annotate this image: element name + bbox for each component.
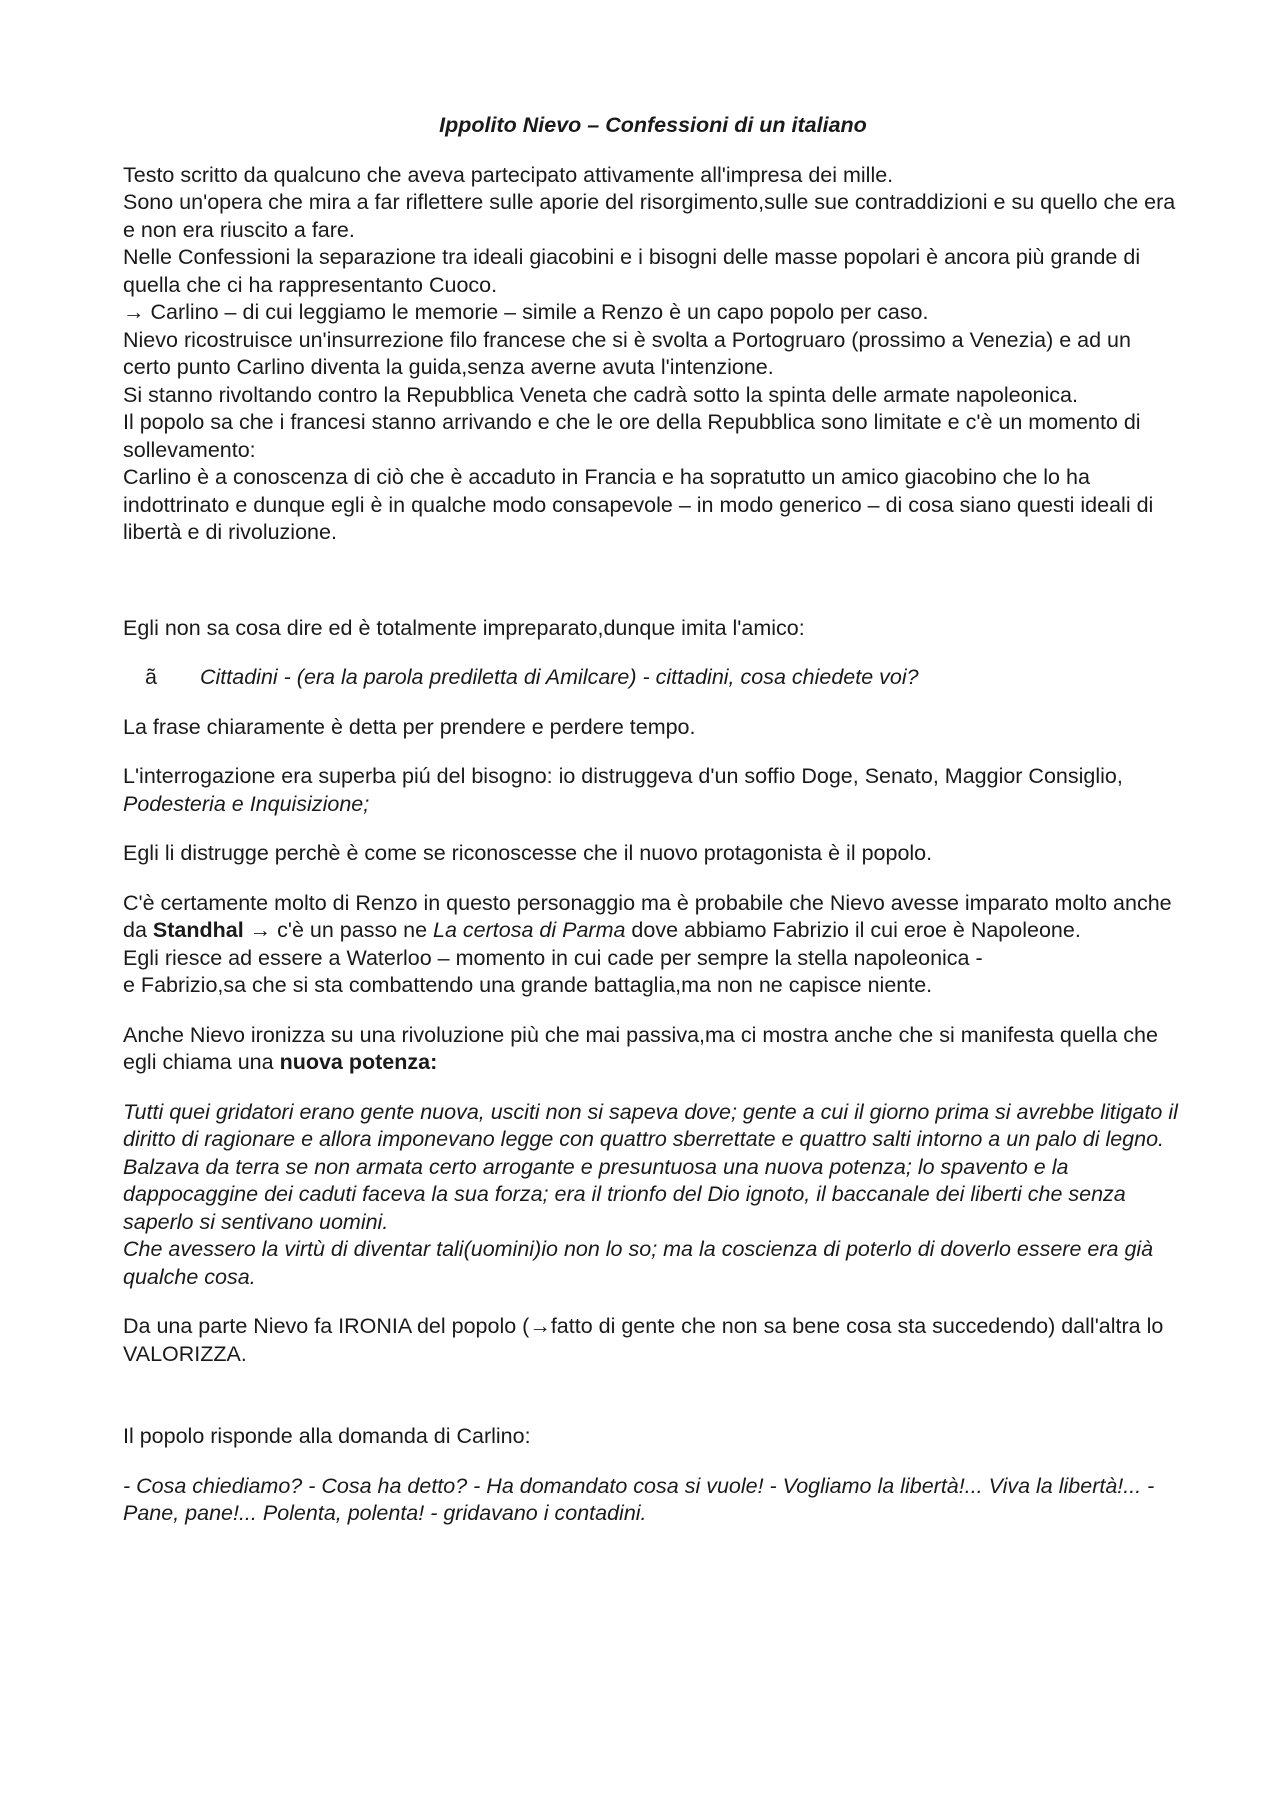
italic-quote-block <box>123 1099 1183 1292</box>
intro-paragraph: Nelle Confessioni la separazione tra ideali giacobini e i bisogni delle masse popolari è ancora più grande di quella che ci ha rappresentanto Cuoco. <box>123 245 1141 297</box>
italic-quote-paragraph: Tutti quei gridatori erano gente nuova, usciti non si sapeva dove; gente a cui il giorno prima si avrebbe litigato il diritto di ragionare e allora imponevano legge con quattro sberrettate e quattro salti intorno a un palo di legno. <box>123 1099 1178 1151</box>
final-quote-line: - Cosa chiediamo? - Cosa ha detto? - Ha domandato cosa si vuole! - Vogliamo la libertà!... Viva la libertà!... - <box>123 1473 1155 1498</box>
imitation-intro: Egli non sa cosa dire ed è totalmente impreparato,dunque imita l'amico: <box>123 615 805 640</box>
imitation-section <box>123 615 1183 1528</box>
stendhal-text-1: C'è certamente molto di Renzo in questo personaggio ma è probabile che Nievo avesse imparato molto anche da <box>123 890 1172 942</box>
bullet-quote-item <box>145 664 1183 692</box>
stendhal-book-title: La certosa di Parma <box>433 918 626 942</box>
document-title: Ippolito Nievo – Confessioni di un italiano <box>439 113 867 137</box>
interrogation-text: L'interrogazione era superba piú del bisogno: io distruggeva d'un soffio Doge, Senato, Maggior Consiglio, <box>123 764 1123 788</box>
interrogation-italic: Podesteria e Inquisizione; <box>123 791 370 816</box>
final-quote-block <box>123 1473 1183 1528</box>
bullet-quote-text: Cittadini - (era la parola prediletta di Amilcare) - cittadini, cosa chiedete voi? <box>200 665 919 689</box>
bullet-marker: ã <box>145 665 157 689</box>
irony-paragraph: Da una parte Nievo fa IRONIA del popolo (→fatto di gente che non sa bene cosa sta succedendo) dall'altra lo VALORIZZA. <box>123 1314 1164 1366</box>
stendhal-name: Standhal <box>152 918 244 942</box>
intro-paragraph: Sono un'opera che mira a far riflettere sulle aporie del risorgimento,sulle sue contraddizioni e su quello che era e non era riuscito a fare. <box>123 190 1176 242</box>
intro-paragraph: Testo scritto da qualcuno che aveva partecipato attivamente all'impresa dei mille. <box>123 162 894 187</box>
italic-quote-paragraph: Balzava da terra se non armata certo arrogante e presuntuosa una nuova potenza; lo spavento e la dappocaggine dei caduti faceva la sua forza; era il trionfo del Dio ignoto, il baccanale dei liberti che senza saperlo si sentivano uomini. <box>123 1154 1126 1234</box>
intro-paragraph: Nievo ricostruisce un'insurrezione filo francese che si è svolta a Portogruaro (prossimo a Venezia) e ad un certo punto Carlino diventa la guida,senza averne avuta l'intenzione. <box>123 327 1131 379</box>
destroy-note: Egli li distrugge perchè è come se riconoscesse che il nuovo protagonista è il popolo. <box>123 841 933 865</box>
stendhal-text-3: dove abbiamo Fabrizio il cui eroe è Napoleone. <box>625 918 1081 942</box>
power-paragraph <box>123 1022 1183 1077</box>
power-bold: nuova potenza: <box>279 1050 438 1074</box>
stendhal-text-2: → c'è un passo ne <box>243 918 434 942</box>
power-text: Anche Nievo ironizza su una rivoluzione più che mai passiva,ma ci mostra anche che si manifesta quella che egli chiama una <box>123 1022 1158 1074</box>
italic-quote-paragraph: Che avessero la virtù di diventar tali(uomini)io non lo so; ma la coscienza di poterlo di doverlo essere era già qualche cosa. <box>123 1237 1154 1289</box>
intro-paragraph: Carlino è a conoscenza di ciò che è accaduto in Francia e ha sopratutto un amico giacobino che lo ha indottrinato e dunque egli è in qualche modo consapevole – in modo generico – di cosa siano questi ideali di libertà e di rivoluzione. <box>123 465 1154 544</box>
waterloo-line: Egli riesce ad essere a Waterloo – momento in cui cade per sempre la stella napoleonica - <box>123 945 983 970</box>
intro-paragraph: Il popolo sa che i francesi stanno arrivando e che le ore della Repubblica sono limitate e c'è un momento di sollevamento: <box>123 410 1141 462</box>
intro-paragraph: → Carlino – di cui leggiamo le memorie – simile a Renzo è un capo popolo per caso. <box>123 300 929 324</box>
intro-section <box>123 162 1183 547</box>
document-page <box>123 112 1183 1528</box>
final-quote-line: Pane, pane!... Polenta, polenta! - gridavano i contadini. <box>123 1501 647 1525</box>
response-intro: Il popolo risponde alla domanda di Carlino: <box>123 1424 531 1448</box>
phrase-note: La frase chiaramente è detta per prendere e perdere tempo. <box>123 714 696 739</box>
fabrizio-line: e Fabrizio,sa che si sta combattendo una grande battaglia,ma non ne capisce niente. <box>123 973 933 997</box>
interrogation-paragraph <box>123 763 1183 818</box>
stendhal-paragraph <box>123 890 1183 945</box>
intro-paragraph: Si stanno rivoltando contro la Repubblica Veneta che cadrà sotto la spinta delle armate napoleonica. <box>123 382 1078 407</box>
